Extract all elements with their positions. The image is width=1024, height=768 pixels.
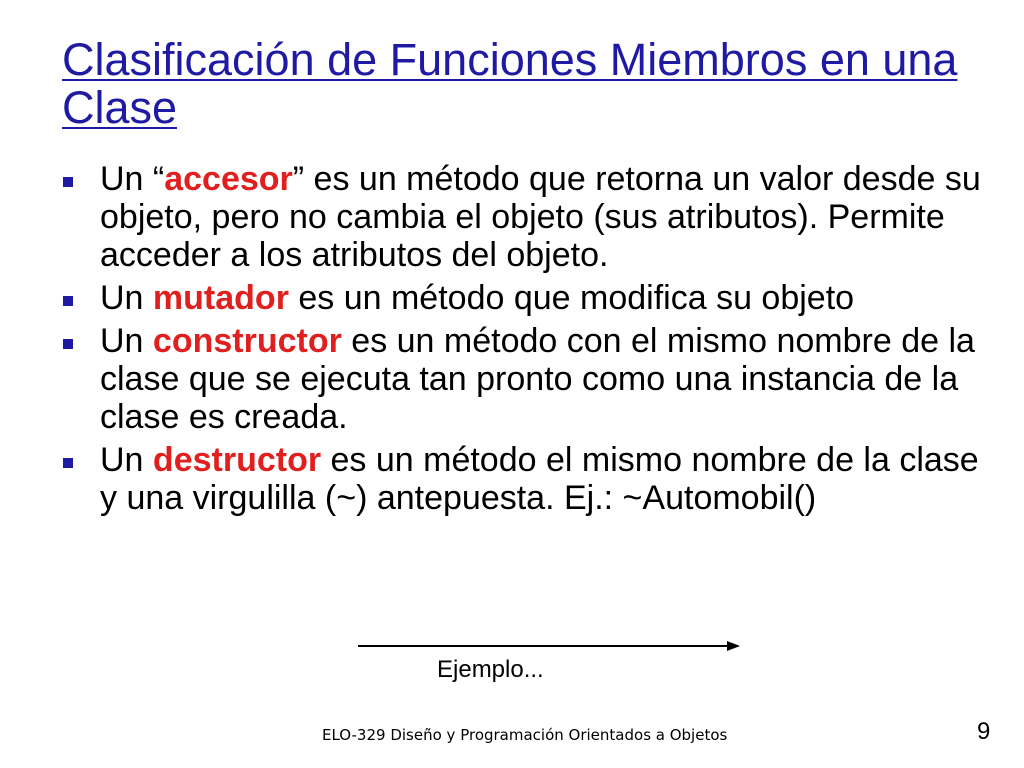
bullet-item-mutador	[62, 279, 982, 317]
bullet-keyword: constructor	[152, 322, 342, 360]
square-bullet-icon	[63, 458, 73, 468]
bullet-item-accesor	[62, 160, 982, 274]
bullet-keyword: destructor	[152, 441, 322, 479]
square-bullet-icon	[63, 339, 73, 349]
square-bullet-icon	[63, 296, 73, 306]
bullet-suffix: es un método el mismo nombre de la clase y una virgulilla (~) antepuesta. Ej.: ~Automobil()	[100, 441, 979, 517]
bullet-suffix: es un método que modifica su objeto	[288, 279, 855, 317]
slide-title: Clasificación de Funciones Miembros en una Clase	[62, 34, 958, 133]
square-bullet-icon	[63, 177, 73, 187]
bullet-prefix: Un	[100, 441, 153, 479]
right-arrow-icon	[355, 636, 745, 656]
example-link[interactable]: Ejemplo...	[437, 656, 544, 683]
bullet-prefix: Un “	[100, 160, 165, 198]
bullet-suffix: ” es un método que retorna un valor desde su objeto, pero no cambia el objeto (sus atributos). Permite acceder a los atributos del objeto.	[100, 160, 981, 274]
bullet-list	[62, 160, 982, 522]
bullet-keyword: mutador	[152, 279, 289, 317]
arrow-head	[727, 641, 740, 651]
bullet-suffix: es un método con el mismo nombre de la clase que se ejecuta tan pronto como una instancia de la clase es creada.	[100, 322, 975, 436]
bullet-prefix: Un	[100, 322, 153, 360]
footer-text: ELO-329 Diseño y Programación Orientados a Objetos	[322, 726, 728, 744]
page-number: 9	[977, 718, 991, 745]
bullet-item-constructor	[62, 322, 982, 436]
bullet-keyword: accesor	[164, 160, 293, 198]
bullet-prefix: Un	[100, 279, 153, 317]
bullet-item-destructor	[62, 441, 982, 517]
